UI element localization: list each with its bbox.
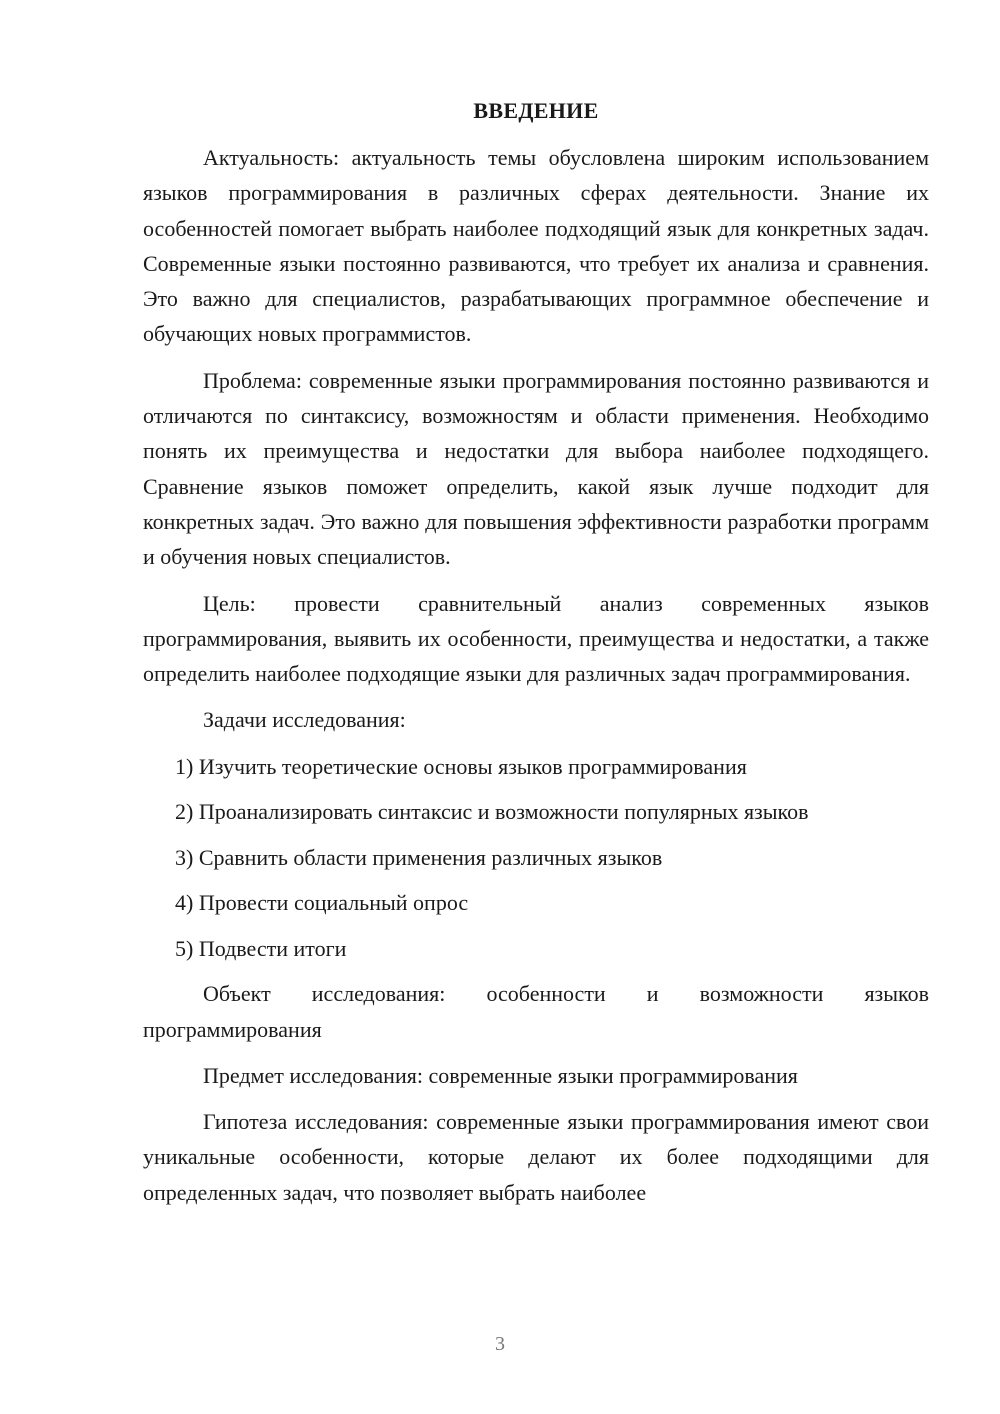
list-item: 2) Проанализировать синтаксис и возможности популярных языков bbox=[175, 799, 809, 825]
page-title: ВВЕДЕНИЕ bbox=[473, 98, 599, 123]
paragraph-object: Объект исследования: особенности и возможности языков программирования bbox=[143, 981, 929, 1042]
page-number: 3 bbox=[495, 1333, 505, 1355]
paragraph-problem: Проблема: современные языки программирования постоянно развиваются и отличаются по синтаксису, возможностям и области применения. Необходимо понять их преимущества и недостатки для выбора наиболее подходящего. Сравнение языков поможет определить, какой язык лучше подходит для конкретных задач. Это важно для повышения эффективности разработки программ и обучения новых специалистов. bbox=[143, 367, 929, 570]
tasks-list bbox=[143, 749, 929, 966]
paragraph-relevance: Актуальность: актуальность темы обусловлена широким использованием языков программирования в различных сферах деятельности. Знание их особенностей помогает выбрать наиболее подходящий язык для конкретных задач. Современные языки постоянно развиваются, что требует их анализа и сравнения. Это важно для специалистов, разрабатывающих программное обеспечение и обучающих новых программистов. bbox=[143, 145, 929, 347]
list-item: 4) Провести социальный опрос bbox=[175, 890, 469, 916]
tasks-heading: Задачи исследования: bbox=[203, 707, 406, 733]
paragraph-hypothesis: Гипотеза исследования: современные языки программирования имеют свои уникальные особенности, которые делают их более подходящими для определенных задач, что позволяет выбрать наиболее bbox=[143, 1109, 929, 1205]
list-item: 5) Подвести итоги bbox=[175, 935, 347, 961]
page-body bbox=[143, 140, 929, 1221]
paragraph-goal: Цель: провести сравнительный анализ современных языков программирования, выявить их особенности, преимущества и недостатки, а также определить наиболее подходящие языки для различных задач программирования. bbox=[143, 590, 929, 687]
list-item: 3) Сравнить области применения различных языков bbox=[175, 844, 663, 870]
paragraph-subject: Предмет исследования: современные языки программирования bbox=[203, 1062, 798, 1088]
list-item: 1) Изучить теоретические основы языков программирования bbox=[175, 753, 747, 779]
